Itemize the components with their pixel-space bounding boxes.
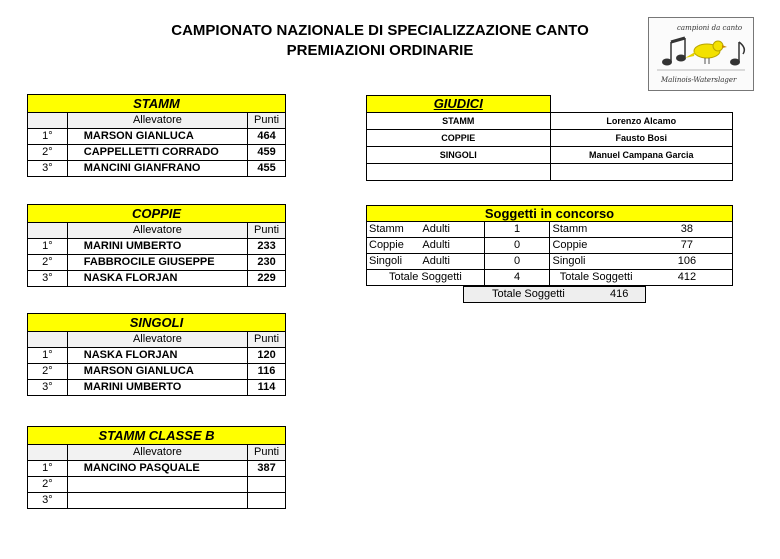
age-label: Adulti xyxy=(422,254,484,270)
points xyxy=(248,493,286,509)
category-label: Singoli xyxy=(367,254,423,270)
rank-position: 3° xyxy=(28,271,68,287)
punti-header: Punti xyxy=(248,332,286,348)
rank-position: 1° xyxy=(28,461,68,477)
table-row xyxy=(367,238,733,254)
points: 459 xyxy=(248,145,286,161)
empty-cell xyxy=(367,164,551,181)
punti-header: Punti xyxy=(248,113,286,129)
breeder-name: MARSON GIANLUCA xyxy=(67,364,247,380)
breeder-name: MARINI UMBERTO xyxy=(67,239,247,255)
table-row xyxy=(28,161,286,177)
points xyxy=(248,477,286,493)
club-logo xyxy=(648,17,754,91)
table-row xyxy=(367,164,733,181)
points: 387 xyxy=(248,461,286,477)
singoli-title: SINGOLI xyxy=(28,314,286,332)
table-row xyxy=(28,239,286,255)
totale-label-right: Totale Soggetti xyxy=(550,270,642,286)
singoli-table xyxy=(27,313,286,396)
adult-count: 0 xyxy=(484,254,550,270)
table-row xyxy=(28,380,286,396)
age-label: Adulti xyxy=(422,222,484,238)
breeder-name: MANCINO PASQUALE xyxy=(67,461,247,477)
empty-cell xyxy=(550,164,733,181)
table-row xyxy=(28,493,286,509)
rank-position: 2° xyxy=(28,364,68,380)
header-empty xyxy=(28,223,68,239)
category-label: Coppie xyxy=(367,238,423,254)
breeder-name: NASKA FLORJAN xyxy=(67,348,247,364)
giudici-title: GIUDICI xyxy=(367,96,551,113)
rank-position: 3° xyxy=(28,493,68,509)
table-row xyxy=(367,254,733,270)
allevatore-header: Allevatore xyxy=(67,223,247,239)
totale-right: 412 xyxy=(642,270,733,286)
totals-row xyxy=(367,270,733,286)
stamm-title: STAMM xyxy=(28,95,286,113)
rank-position: 2° xyxy=(28,255,68,271)
grand-total-value: 416 xyxy=(610,288,629,300)
giudici-header-blank xyxy=(550,96,733,113)
grand-total-box xyxy=(463,286,646,303)
allevatore-header: Allevatore xyxy=(67,332,247,348)
page-title: CAMPIONATO NAZIONALE DI SPECIALIZZAZIONE CANTO xyxy=(171,22,589,39)
judge-category: STAMM xyxy=(367,113,551,130)
breeder-name: MARINI UMBERTO xyxy=(67,380,247,396)
table-row xyxy=(367,130,733,147)
points: 230 xyxy=(248,255,286,271)
header-empty xyxy=(28,113,68,129)
breeder-name xyxy=(67,477,247,493)
judge-category: SINGOLI xyxy=(367,147,551,164)
table-row xyxy=(367,147,733,164)
stamm-classe-b-table xyxy=(27,426,286,509)
points: 120 xyxy=(248,348,286,364)
logo-top-text: campioni da canto xyxy=(677,24,743,32)
breeder-name: MANCINI GIANFRANO xyxy=(67,161,247,177)
table-row xyxy=(28,129,286,145)
category-count: 38 xyxy=(642,222,733,238)
category-count: 106 xyxy=(642,254,733,270)
adult-count: 0 xyxy=(484,238,550,254)
logo-bottom-text: Malinois-Waterslager xyxy=(661,76,737,84)
table-row xyxy=(28,255,286,271)
breeder-name xyxy=(67,493,247,509)
category-label-right: Coppie xyxy=(550,238,642,254)
table-row xyxy=(28,271,286,287)
rank-position: 3° xyxy=(28,380,68,396)
points: 233 xyxy=(248,239,286,255)
breeder-name: FABBROCILE GIUSEPPE xyxy=(67,255,247,271)
rank-position: 3° xyxy=(28,161,68,177)
points: 116 xyxy=(248,364,286,380)
totale-adulti: 4 xyxy=(484,270,550,286)
table-row xyxy=(28,477,286,493)
points: 229 xyxy=(248,271,286,287)
soggetti-title: Soggetti in concorso xyxy=(367,206,733,222)
stamm-classe-b-title: STAMM CLASSE B xyxy=(28,427,286,445)
category-label-right: Stamm xyxy=(550,222,642,238)
punti-header: Punti xyxy=(248,223,286,239)
stamm-table xyxy=(27,94,286,177)
coppie-table xyxy=(27,204,286,287)
header-empty xyxy=(28,332,68,348)
points: 464 xyxy=(248,129,286,145)
table-row xyxy=(28,145,286,161)
category-label: Stamm xyxy=(367,222,423,238)
category-count: 77 xyxy=(642,238,733,254)
rank-position: 1° xyxy=(28,129,68,145)
judge-name: Lorenzo Alcamo xyxy=(550,113,733,130)
breeder-name: CAPPELLETTI CORRADO xyxy=(67,145,247,161)
header-empty xyxy=(28,445,68,461)
rank-position: 2° xyxy=(28,477,68,493)
category-label-right: Singoli xyxy=(550,254,642,270)
judge-category: COPPIE xyxy=(367,130,551,147)
allevatore-header: Allevatore xyxy=(67,445,247,461)
breeder-name: MARSON GIANLUCA xyxy=(67,129,247,145)
judge-name: Fausto Bosi xyxy=(550,130,733,147)
allevatore-header: Allevatore xyxy=(67,113,247,129)
table-row xyxy=(28,348,286,364)
page-subtitle: PREMIAZIONI ORDINARIE xyxy=(286,42,474,59)
table-row xyxy=(367,222,733,238)
rank-position: 2° xyxy=(28,145,68,161)
age-label: Adulti xyxy=(422,238,484,254)
breeder-name: NASKA FLORJAN xyxy=(67,271,247,287)
soggetti-table xyxy=(366,205,733,286)
rank-position: 1° xyxy=(28,239,68,255)
grand-total-label: Totale Soggetti xyxy=(492,288,565,300)
table-row xyxy=(28,364,286,380)
coppie-title: COPPIE xyxy=(28,205,286,223)
adult-count: 1 xyxy=(484,222,550,238)
rank-position: 1° xyxy=(28,348,68,364)
table-row xyxy=(28,461,286,477)
points: 455 xyxy=(248,161,286,177)
punti-header: Punti xyxy=(248,445,286,461)
table-row xyxy=(367,113,733,130)
points: 114 xyxy=(248,380,286,396)
judge-name: Manuel Campana Garcia xyxy=(550,147,733,164)
totale-label: Totale Soggetti xyxy=(367,270,485,286)
giudici-table xyxy=(366,95,733,181)
